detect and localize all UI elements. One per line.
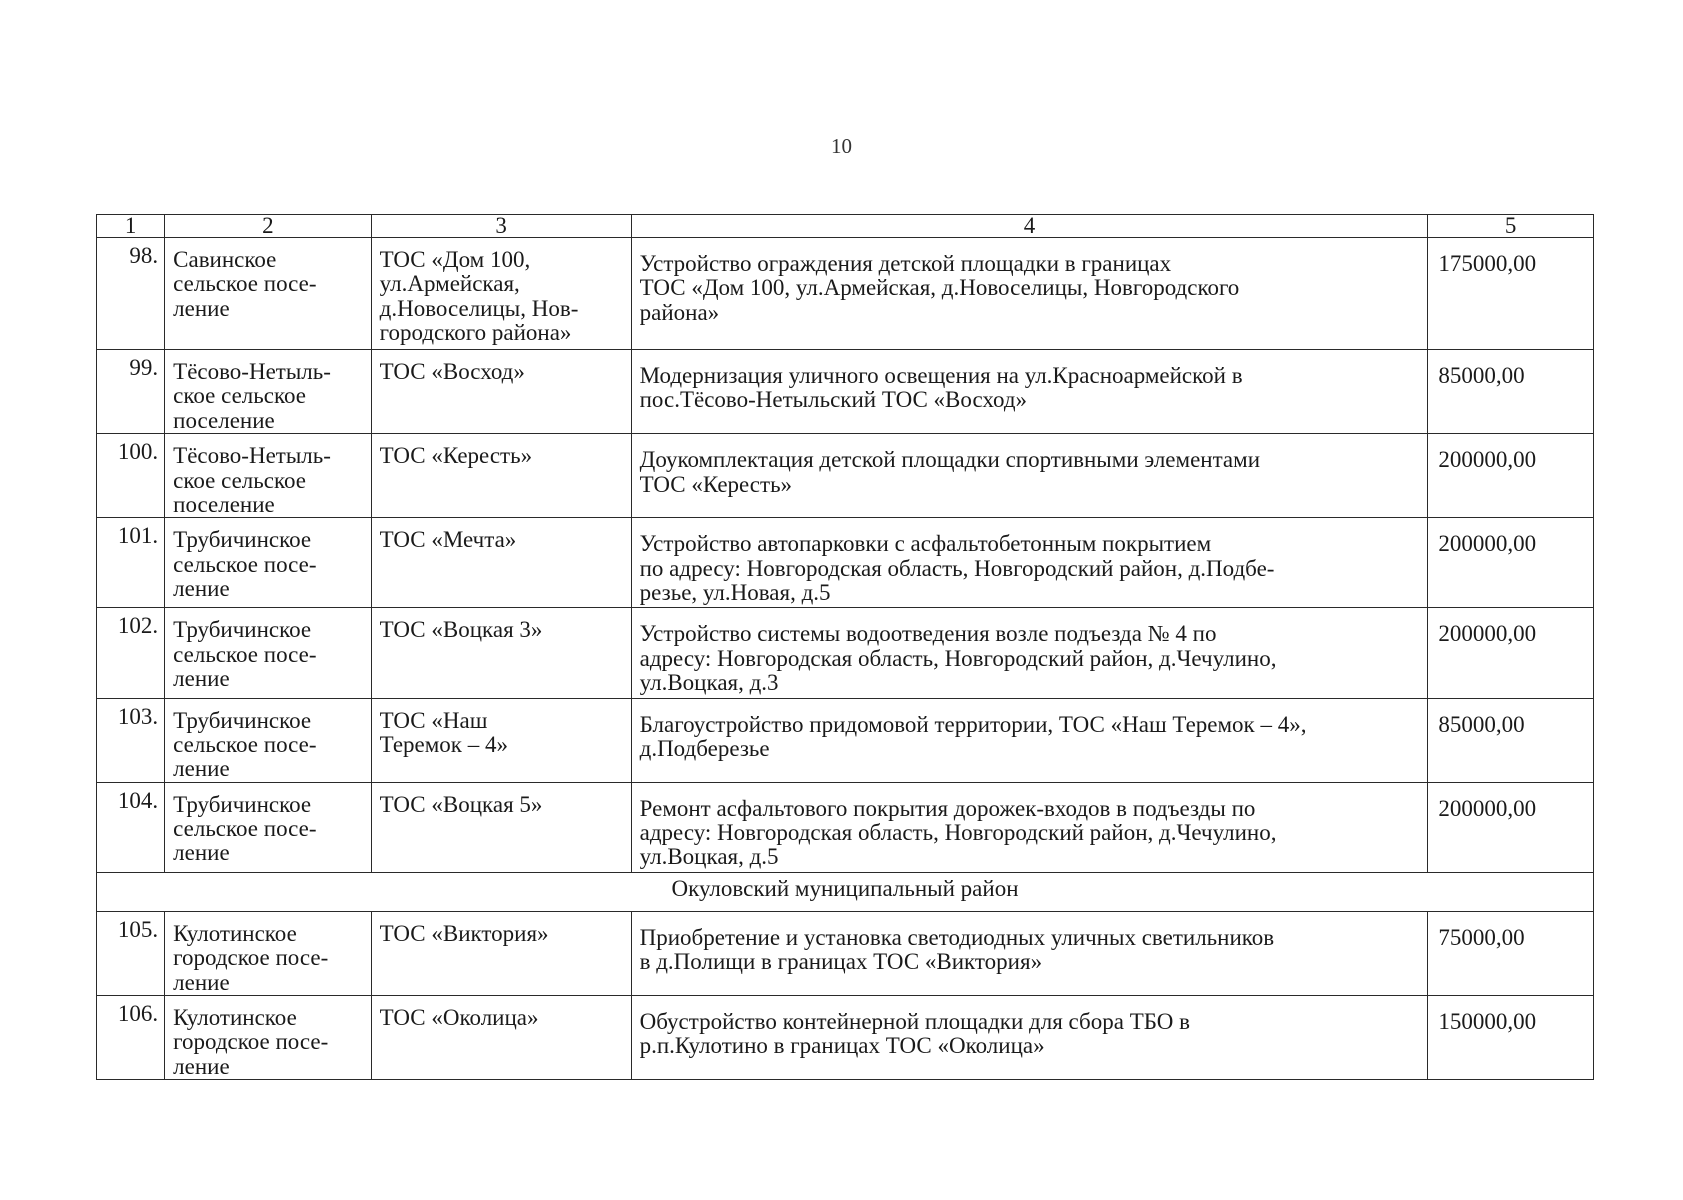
settlement-cell-text: Трубичинское сельское посе- ление	[173, 527, 317, 601]
settlement-cell	[165, 911, 372, 995]
tos-cell	[371, 698, 631, 782]
table-row	[97, 518, 1594, 608]
tos-cell-text: ТОС «Восход»	[379, 359, 525, 384]
table-row	[97, 238, 1594, 350]
table-row	[97, 434, 1594, 518]
amount-cell-text: 200000,00	[1438, 621, 1537, 647]
amount-cell-text: 85000,00	[1438, 711, 1525, 737]
description-cell	[631, 238, 1428, 350]
row-number-text: 104.	[117, 787, 159, 813]
description-cell-text: Устройство автопарковки с асфальтобетонным покрытием по адресу: Новгородская область, Новгородский район, д.Подбе- резье, ул.Новая, д.5	[639, 531, 1275, 605]
settlement-cell-text: Трубичинское сельское посе- ление	[173, 707, 317, 782]
amount-cell	[1428, 911, 1594, 995]
column-header: 5	[1428, 215, 1594, 238]
amount-cell	[1428, 518, 1594, 608]
row-number-text: 99.	[129, 355, 159, 380]
row-number-text: 100.	[117, 439, 159, 465]
tos-cell	[371, 238, 631, 350]
row-number	[97, 911, 165, 995]
table-row	[97, 911, 1594, 995]
amount-cell	[1428, 350, 1594, 434]
settlement-cell	[165, 608, 372, 698]
tos-cell	[371, 350, 631, 434]
description-cell	[631, 434, 1428, 518]
table-body-part1	[97, 238, 1594, 873]
table-row	[97, 698, 1594, 782]
description-cell-text: Ремонт асфальтового покрытия дорожек-входов в подъезды по адресу: Новгородская область, Новгородский район, д.Чечулино, ул.Воцкая, д.5	[639, 795, 1277, 870]
tos-cell-text: ТОС «Воцкая 3»	[379, 617, 543, 643]
header-row	[97, 215, 1594, 238]
page-number: 10	[831, 134, 852, 158]
row-number	[97, 995, 165, 1079]
table-row	[97, 608, 1594, 698]
amount-cell-text: 75000,00	[1438, 924, 1525, 950]
settlement-cell-text: Кулотинское городское посе- ление	[173, 1004, 329, 1079]
tos-cell	[371, 434, 631, 518]
description-cell	[631, 911, 1428, 995]
amount-cell-text: 150000,00	[1438, 1008, 1537, 1034]
section-title: Окуловский муниципальный район	[97, 872, 1594, 911]
row-number-text: 102.	[117, 613, 159, 639]
amount-cell-text: 85000,00	[1438, 363, 1525, 388]
description-cell-text: Доукомплектация детской площадки спортивными элементами ТОС «Кересть»	[639, 447, 1260, 497]
tos-cell-text: ТОС «Воцкая 5»	[379, 791, 543, 817]
row-number-text: 105.	[117, 916, 159, 942]
section-body	[97, 872, 1594, 911]
settlement-cell-text: Савинское сельское посе- ление	[173, 247, 317, 321]
tos-cell	[371, 911, 631, 995]
settlement-cell	[165, 434, 372, 518]
settlement-cell	[165, 782, 372, 872]
settlement-cell	[165, 238, 372, 350]
table-row	[97, 782, 1594, 872]
tos-cell-text: ТОС «Околица»	[379, 1004, 539, 1030]
description-cell-text: Обустройство контейнерной площадки для сбора ТБО в р.п.Кулотино в границах ТОС «Околица»	[639, 1008, 1191, 1059]
tos-cell	[371, 608, 631, 698]
grant-table	[96, 214, 1594, 1080]
description-cell-text: Устройство системы водоотведения возле подъезда № 4 по адресу: Новгородская область, Новгородский район, д.Чечулино, ул.Воцкая, д.3	[639, 621, 1277, 696]
row-number-text: 101.	[117, 523, 159, 549]
settlement-cell	[165, 350, 372, 434]
settlement-cell	[165, 995, 372, 1079]
description-cell	[631, 518, 1428, 608]
tos-cell-text: ТОС «Наш Теремок – 4»	[379, 707, 508, 757]
row-number-text: 106.	[117, 1000, 159, 1026]
description-cell	[631, 782, 1428, 872]
table-body-part2	[97, 911, 1594, 1079]
tos-cell-text: ТОС «Виктория»	[379, 920, 549, 946]
row-number	[97, 518, 165, 608]
description-cell	[631, 995, 1428, 1079]
row-number	[97, 782, 165, 872]
amount-cell	[1428, 238, 1594, 350]
row-number	[97, 434, 165, 518]
table-row	[97, 995, 1594, 1079]
amount-cell	[1428, 698, 1594, 782]
column-header: 4	[631, 215, 1428, 238]
amount-cell-text: 200000,00	[1438, 447, 1537, 473]
column-header: 1	[97, 215, 165, 238]
row-number-text: 98.	[129, 243, 159, 268]
tos-cell	[371, 782, 631, 872]
column-header: 2	[165, 215, 372, 238]
settlement-cell	[165, 698, 372, 782]
settlement-cell-text: Тёсово-Нетыль- ское сельское поселение	[173, 359, 331, 433]
tos-cell-text: ТОС «Мечта»	[379, 527, 517, 553]
column-header: 3	[371, 215, 631, 238]
settlement-cell-text: Трубичинское сельское посе- ление	[173, 617, 317, 692]
settlement-cell-text: Трубичинское сельское посе- ление	[173, 791, 317, 866]
row-number	[97, 350, 165, 434]
description-cell-text: Приобретение и установка светодиодных уличных светильников в д.Полищи в границах ТОС «Виктория»	[639, 924, 1275, 975]
amount-cell-text: 200000,00	[1438, 531, 1537, 557]
description-cell-text: Модернизация уличного освещения на ул.Красноармейской в пос.Тёсово-Нетыльский ТОС «Восход»	[639, 363, 1243, 413]
tos-cell-text: ТОС «Кересть»	[379, 443, 533, 469]
settlement-cell-text: Тёсово-Нетыль- ское сельское поселение	[173, 443, 331, 517]
amount-cell	[1428, 995, 1594, 1079]
description-cell	[631, 608, 1428, 698]
row-number	[97, 698, 165, 782]
row-number	[97, 238, 165, 350]
description-cell-text: Благоустройство придомовой территории, ТОС «Наш Теремок – 4», д.Подберезье	[639, 711, 1307, 761]
amount-cell	[1428, 782, 1594, 872]
tos-cell-text: ТОС «Дом 100, ул.Армейская, д.Новоселицы, Нов- городского района»	[379, 247, 579, 346]
amount-cell	[1428, 608, 1594, 698]
amount-cell-text: 200000,00	[1438, 795, 1537, 821]
amount-cell-text: 175000,00	[1438, 251, 1537, 276]
description-cell	[631, 698, 1428, 782]
description-cell	[631, 350, 1428, 434]
tos-cell	[371, 995, 631, 1079]
table-row	[97, 350, 1594, 434]
description-cell-text: Устройство ограждения детской площадки в границах ТОС «Дом 100, ул.Армейская, д.Новоселицы, Новгородского района»	[639, 251, 1240, 325]
amount-cell	[1428, 434, 1594, 518]
settlement-cell	[165, 518, 372, 608]
settlement-cell-text: Кулотинское городское посе- ление	[173, 920, 329, 995]
row-number-text: 103.	[117, 703, 159, 729]
row-number	[97, 608, 165, 698]
section-row	[97, 872, 1594, 911]
tos-cell	[371, 518, 631, 608]
